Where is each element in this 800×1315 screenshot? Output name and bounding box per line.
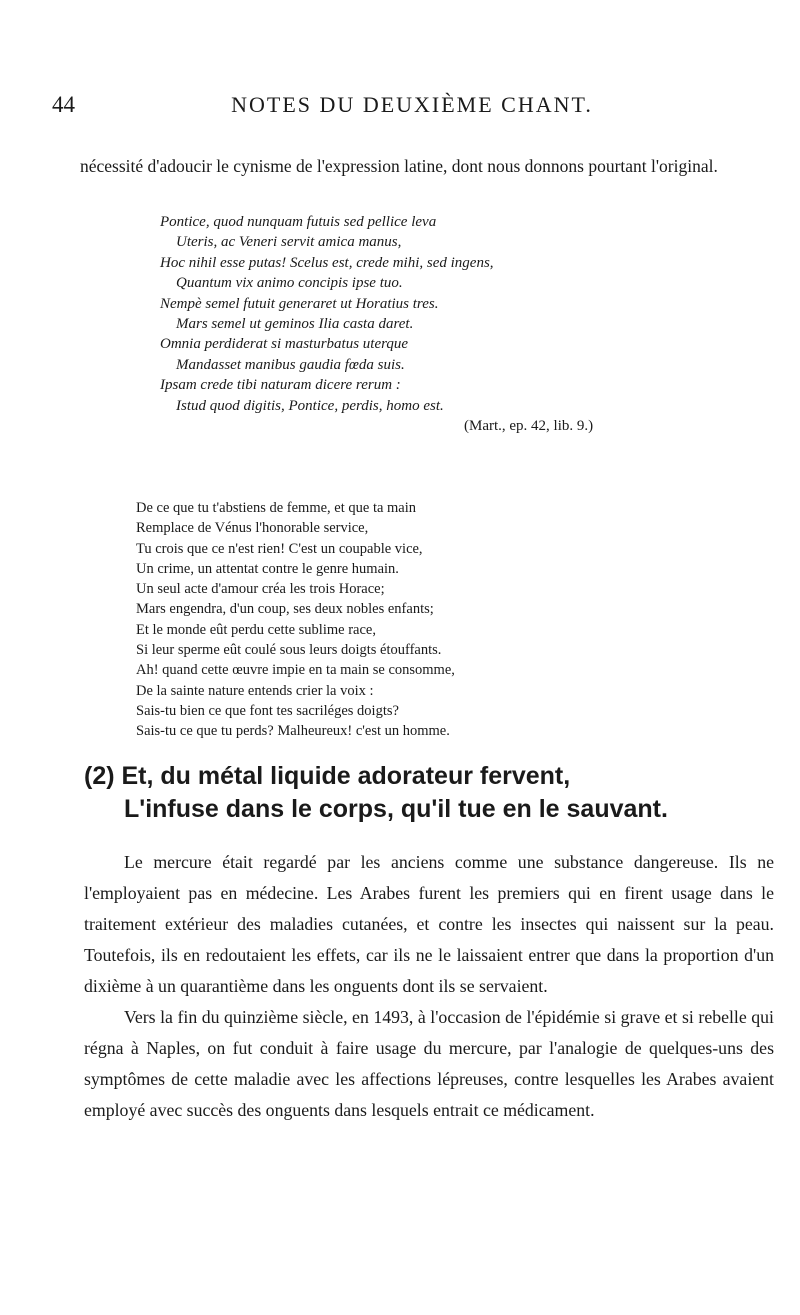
paragraph: Le mercure était regardé par les anciens comme une substance dangereuse. Ils ne l'employaient pas en médecine. Les Arabes furent les premiers qui en firent usage dans le traitement extérieur des maladies cutanées, et contre les insectes qui naissent sur la peau. Toutefois, ils en redoutaient les effets, car ils ne le laissaient entrer que dans la proportion d'un dixième à un quarantième dans les onguents dont ils se servaient. [84, 852, 774, 996]
french-line: De la sainte nature entends crier la voix : [136, 682, 374, 699]
french-line: Remplace de Vénus l'honorable service, [136, 520, 369, 537]
latin-line: Ipsam crede tibi naturam dicere rerum : [160, 377, 401, 394]
note-heading-line-2: L'infuse dans le corps, qu'il tue en le sauvant. [124, 795, 668, 823]
running-title: NOTES DU DEUXIÈME CHANT. [231, 92, 593, 117]
french-translation [136, 498, 736, 742]
french-line: Ah! quand cette œuvre impie en ta main se consomme, [136, 662, 455, 679]
french-line: Tu crois que ce n'est rien! C'est un coupable vice, [136, 540, 423, 557]
french-line: De ce que tu t'abstiens de femme, et que ta main [136, 500, 417, 516]
latin-line: Istud quod digitis, Pontice, perdis, homo est. [176, 397, 444, 414]
latin-poem [160, 212, 760, 436]
french-line: Un seul acte d'amour créa les trois Horace; [136, 581, 385, 598]
latin-line: Uteris, ac Veneri servit amica manus, [176, 234, 402, 251]
french-line: Et le monde eût perdu cette sublime race, [136, 621, 376, 638]
latin-line: Mandasset manibus gaudia fœda suis. [176, 356, 405, 373]
latin-line: Pontice, quod nunquam futuis sed pellice leva [160, 214, 437, 230]
intro-paragraph [80, 155, 770, 178]
latin-line: Mars semel ut geminos Ilia casta daret. [176, 316, 414, 333]
intro-text: nécessité d'adoucir le cynisme de l'expression latine, dont nous donnons pourtant l'original. [80, 156, 718, 176]
latin-line: Quantum vix animo concipis ipse tuo. [176, 275, 403, 292]
french-line: Sais-tu ce que tu perds? Malheureux! c'est un homme. [136, 723, 450, 740]
latin-line: Nempè semel futuit generaret ut Horatius tres. [160, 295, 439, 312]
page-number: 44 [52, 92, 75, 117]
page-header [52, 92, 772, 122]
paragraph: Vers la fin du quinzième siècle, en 1493, à l'occasion de l'épidémie si grave et si rebelle qui régna à Naples, on fut conduit à faire usage du mercure, par l'analogie de quelques-uns des symptômes de cette maladie avec les affections lépreuses, contre lesquelles les Arabes avaient employé avec succès des onguents dans lesquels entrait ce médicament. [84, 1007, 774, 1120]
latin-line: Hoc nihil esse putas! Scelus est, crede mihi, sed ingens, [160, 254, 494, 271]
french-line: Sais-tu bien ce que font tes sacriléges doigts? [136, 702, 399, 719]
french-line: Mars engendra, d'un coup, ses deux nobles enfants; [136, 601, 434, 618]
french-line: Un crime, un attentat contre le genre humain. [136, 560, 399, 577]
french-line: Si leur sperme eût coulé sous leurs doigts étouffants. [136, 642, 442, 659]
latin-line: Omnia perdiderat si masturbatus uterque [160, 336, 409, 353]
latin-citation: (Mart., ep. 42, lib. 9.) [464, 418, 594, 435]
note-heading-line-1: (2) Et, du métal liquide adorateur fervent, [84, 762, 571, 790]
note-heading [84, 760, 774, 826]
body-text [84, 847, 774, 1126]
